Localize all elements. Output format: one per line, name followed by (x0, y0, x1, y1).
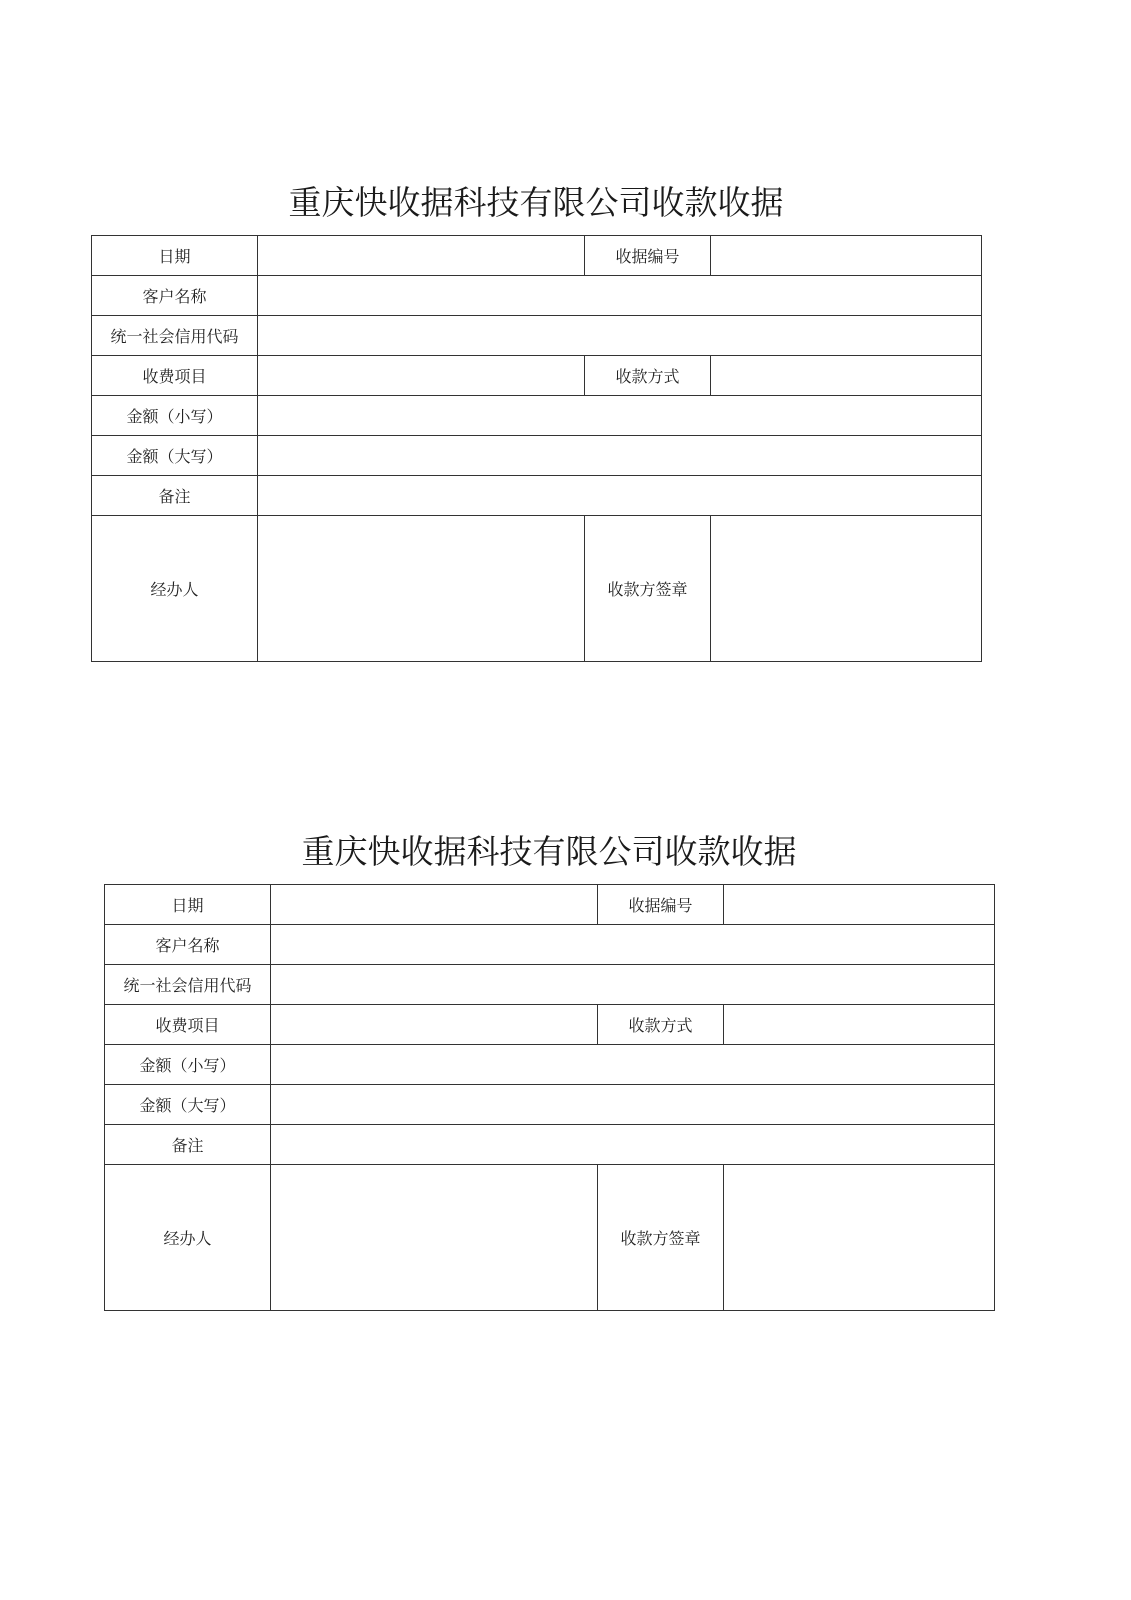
label-payee-seal: 收款方签章 (585, 516, 711, 662)
receipt-2 (104, 829, 994, 1319)
date-field[interactable] (271, 885, 598, 925)
label-handler: 经办人 (105, 1165, 271, 1311)
payment-method-field[interactable] (711, 356, 982, 396)
row-customer-name (105, 925, 995, 965)
receipt-1 (91, 180, 981, 670)
label-fee-item: 收费项目 (105, 1005, 271, 1045)
label-amount-lower: 金额（小写） (105, 1045, 271, 1085)
date-field[interactable] (258, 236, 585, 276)
row-amount-upper (92, 436, 982, 476)
label-receipt-no: 收据编号 (598, 885, 724, 925)
label-date: 日期 (105, 885, 271, 925)
amount-lower-field[interactable] (258, 396, 982, 436)
amount-upper-field[interactable] (258, 436, 982, 476)
handler-field[interactable] (271, 1165, 598, 1311)
row-credit-code (105, 965, 995, 1005)
label-customer-name: 客户名称 (105, 925, 271, 965)
row-customer-name (92, 276, 982, 316)
fee-item-field[interactable] (258, 356, 585, 396)
row-fee-item (92, 356, 982, 396)
label-credit-code: 统一社会信用代码 (105, 965, 271, 1005)
label-amount-upper: 金额（大写） (105, 1085, 271, 1125)
row-amount-lower (92, 396, 982, 436)
credit-code-field[interactable] (258, 316, 982, 356)
label-remarks: 备注 (105, 1125, 271, 1165)
label-amount-upper: 金额（大写） (92, 436, 258, 476)
receipt-table (91, 235, 982, 662)
row-signatures (105, 1165, 995, 1311)
customer-name-field[interactable] (258, 276, 982, 316)
row-date (105, 885, 995, 925)
credit-code-field[interactable] (271, 965, 995, 1005)
label-fee-item: 收费项目 (92, 356, 258, 396)
receipt-title: 重庆快收据科技有限公司收款收据 (288, 183, 784, 222)
receipt-table (104, 884, 995, 1311)
row-remarks (105, 1125, 995, 1165)
row-signatures (92, 516, 982, 662)
row-date (92, 236, 982, 276)
receipt-no-field[interactable] (711, 236, 982, 276)
remarks-field[interactable] (271, 1125, 995, 1165)
label-payment-method: 收款方式 (598, 1005, 724, 1045)
label-date: 日期 (92, 236, 258, 276)
label-amount-lower: 金额（小写） (92, 396, 258, 436)
fee-item-field[interactable] (271, 1005, 598, 1045)
label-payment-method: 收款方式 (585, 356, 711, 396)
payee-seal-field[interactable] (724, 1165, 995, 1311)
row-fee-item (105, 1005, 995, 1045)
amount-lower-field[interactable] (271, 1045, 995, 1085)
remarks-field[interactable] (258, 476, 982, 516)
label-credit-code: 统一社会信用代码 (92, 316, 258, 356)
receipt-no-field[interactable] (724, 885, 995, 925)
row-amount-upper (105, 1085, 995, 1125)
label-payee-seal: 收款方签章 (598, 1165, 724, 1311)
customer-name-field[interactable] (271, 925, 995, 965)
row-credit-code (92, 316, 982, 356)
label-remarks: 备注 (92, 476, 258, 516)
row-amount-lower (105, 1045, 995, 1085)
label-customer-name: 客户名称 (92, 276, 258, 316)
receipt-title: 重庆快收据科技有限公司收款收据 (301, 832, 797, 871)
row-remarks (92, 476, 982, 516)
label-receipt-no: 收据编号 (585, 236, 711, 276)
label-handler: 经办人 (92, 516, 258, 662)
payee-seal-field[interactable] (711, 516, 982, 662)
amount-upper-field[interactable] (271, 1085, 995, 1125)
payment-method-field[interactable] (724, 1005, 995, 1045)
handler-field[interactable] (258, 516, 585, 662)
